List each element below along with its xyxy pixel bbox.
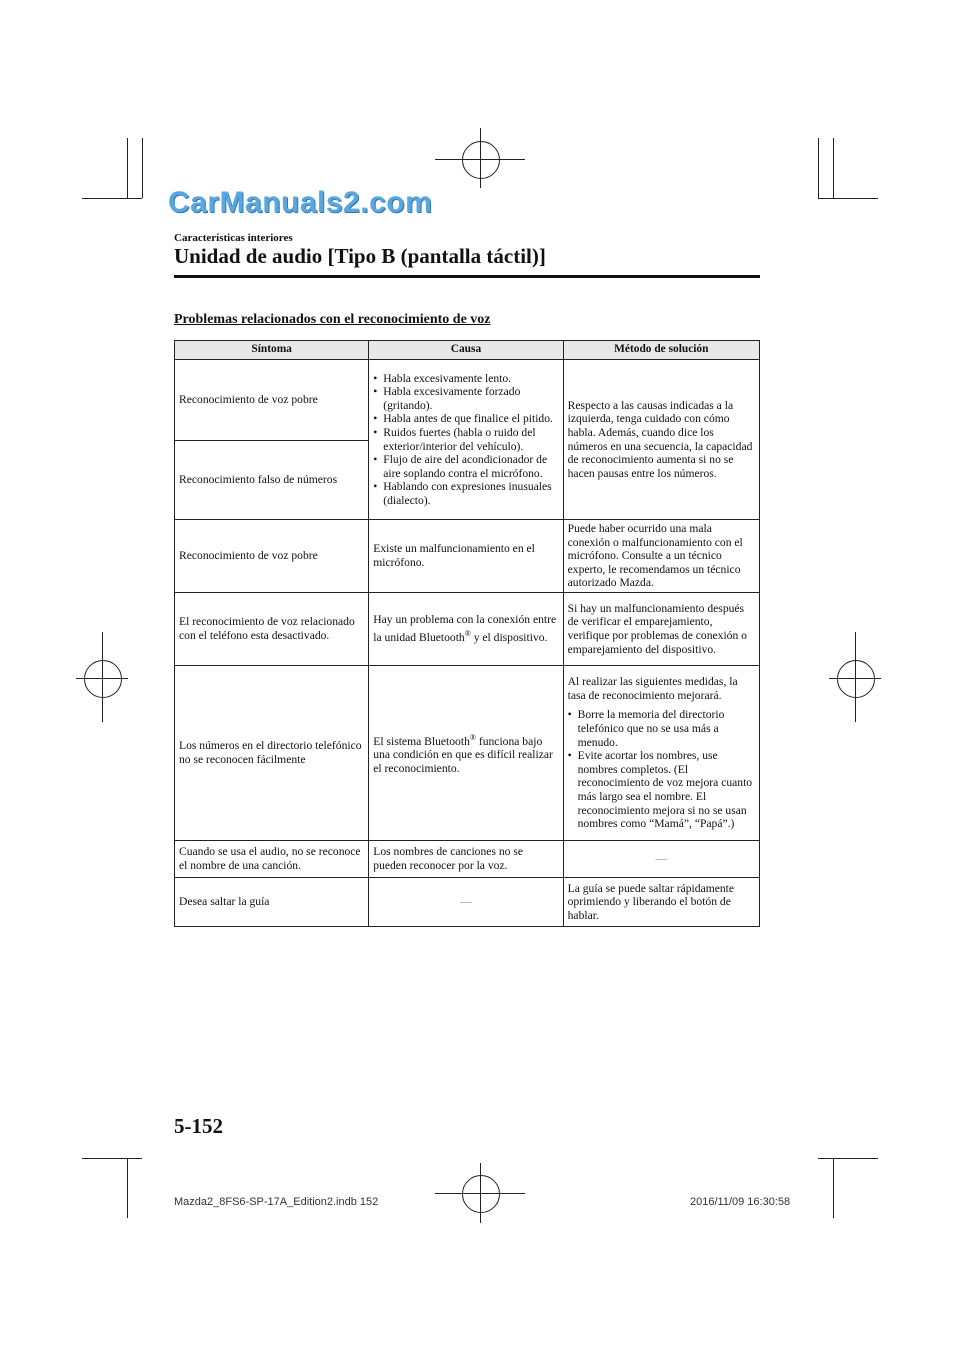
- solution-cell: —: [563, 841, 759, 878]
- table-row: [175, 878, 760, 927]
- symptom-cell: Reconocimiento falso de números: [175, 441, 369, 520]
- crop-mark: [833, 1158, 834, 1218]
- table-row: [175, 360, 760, 441]
- section-label: Características interiores: [174, 232, 293, 244]
- page-title: Unidad de audio [Tipo B (pantalla táctil)]: [174, 244, 546, 268]
- cause-cell: [369, 593, 563, 666]
- crop-mark: [833, 138, 834, 198]
- solution-cell: La guía se puede saltar rápidamente oprimiendo y liberando el botón de hablar.: [563, 878, 759, 927]
- troubleshooting-table: [174, 340, 760, 927]
- crop-mark: [818, 198, 878, 199]
- cause-cell: Los nombres de canciones no se pueden reconocer por la voz.: [369, 841, 563, 878]
- section-heading: Problemas relacionados con el reconocimiento de voz: [174, 312, 491, 327]
- solution-intro: Al realizar las siguientes medidas, la tasa de reconocimiento mejorará.: [567, 675, 738, 702]
- cause-text: El sistema Bluetooth: [373, 734, 470, 748]
- cause-cell: [369, 360, 563, 520]
- list-item: • Flujo de aire del acondicionador de aire soplando contra el micrófono.: [373, 453, 558, 480]
- footer-file: Mazda2_8FS6-SP-17A_Edition2.indb 152: [174, 1196, 379, 1208]
- list-item: • Evite acortar los nombres, use nombres completos. (El reconocimiento de voz mejora cuanto más largo sea el nombre. El reconocimiento mejora si no se usan nombres como “Mamá”, “Papá”.): [568, 749, 755, 831]
- table-row: [175, 520, 760, 593]
- registered-mark: ®: [464, 629, 471, 639]
- solution-cell: Si hay un malfuncionamiento después de verificar el emparejamiento, verifique por problemas de conexión o emparejamiento del dispositivo.: [563, 593, 759, 666]
- symptom-cell: Los números en el directorio telefónico no se reconocen fácilmente: [175, 666, 369, 841]
- table-row: [175, 666, 760, 841]
- list-item: • Borre la memoria del directorio telefónico que no se usa más a menudo.: [568, 708, 755, 749]
- list-item: • Hablando con expresiones inusuales (dialecto).: [373, 480, 558, 507]
- registration-circle: [462, 1175, 500, 1213]
- solution-cell: [563, 666, 759, 841]
- registration-circle: [462, 141, 500, 179]
- column-header: Causa: [369, 341, 563, 360]
- crop-mark: [127, 1158, 128, 1218]
- list-item: • Habla excesivamente lento.: [373, 372, 558, 386]
- symptom-cell: Cuando se usa el audio, no se reconoce el nombre de una canción.: [175, 841, 369, 878]
- symptom-cell: El reconocimiento de voz relacionado con el teléfono esta desactivado.: [175, 593, 369, 666]
- list-item: • Ruidos fuertes (habla o ruido del exterior/interior del vehículo).: [373, 426, 558, 453]
- crop-mark: [142, 138, 143, 198]
- symptom-cell: Desea saltar la guía: [175, 878, 369, 927]
- solution-cell: Respecto a las causas indicadas a la izquierda, tenga cuidado con cómo habla. Además, cuando dice los números en una secuencia, la capacidad de reconocimiento aumenta si no se hacen pausas entre los números.: [563, 360, 759, 520]
- column-header: Síntoma: [175, 341, 369, 360]
- cause-text: funciona bajo una condición en que es difícil realizar el reconocimiento.: [373, 734, 553, 775]
- page-number: 5-152: [174, 1114, 223, 1138]
- cause-cell: Existe un malfuncionamiento en el micrófono.: [369, 520, 563, 593]
- crop-mark: [127, 138, 128, 198]
- cause-cell: [369, 666, 563, 841]
- table-header-row: [175, 341, 760, 360]
- registration-circle: [837, 660, 875, 698]
- crop-mark: [82, 1158, 142, 1159]
- watermark-logo[interactable]: CarManuals2.com: [168, 186, 433, 219]
- list-item: • Habla excesivamente forzado (gritando).: [373, 385, 558, 412]
- symptom-cell: Reconocimiento de voz pobre: [175, 520, 369, 593]
- crop-mark: [818, 1158, 878, 1159]
- cause-text: Hay un problema con la conexión entre la unidad Bluetooth: [373, 613, 557, 644]
- table-row: [175, 841, 760, 878]
- footer-datetime: 2016/11/09 16:30:58: [690, 1196, 791, 1208]
- cause-text: y el dispositivo.: [470, 630, 548, 644]
- list-item: • Habla antes de que finalice el pitido.: [373, 412, 558, 426]
- cause-list: [373, 372, 558, 508]
- table-row: [175, 593, 760, 666]
- solution-list: [568, 708, 755, 830]
- solution-cell: Puede haber ocurrido una mala conexión o malfuncionamiento con el micrófono. Consulte a un técnico experto, le recomendamos un técnico autorizado Mazda.: [563, 520, 759, 593]
- title-rule: [174, 275, 760, 278]
- column-header: Método de solución: [563, 341, 759, 360]
- cause-cell: —: [369, 878, 563, 927]
- crop-mark: [818, 138, 819, 198]
- registration-circle: [84, 660, 122, 698]
- crop-mark: [82, 198, 142, 199]
- registered-mark: ®: [469, 732, 476, 742]
- symptom-cell: Reconocimiento de voz pobre: [175, 360, 369, 441]
